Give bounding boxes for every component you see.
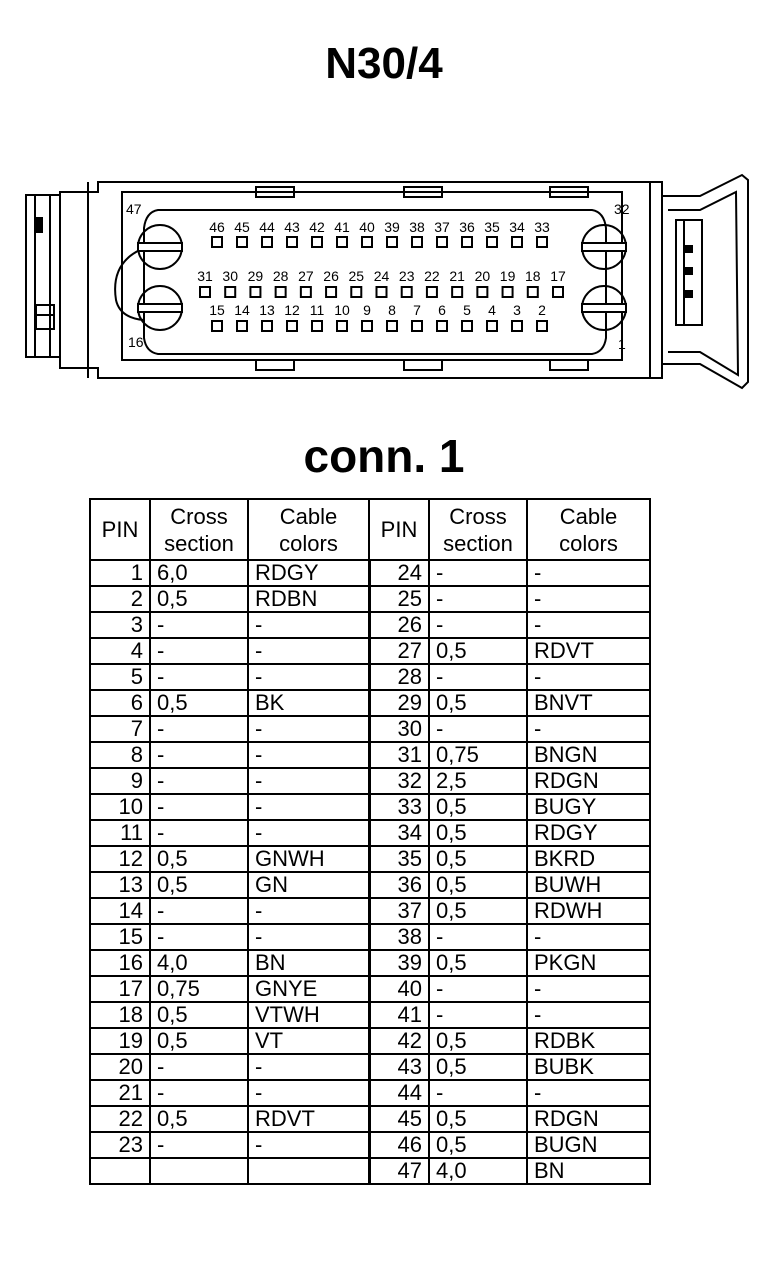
pin-socket: [312, 237, 322, 247]
table-cell: -: [150, 924, 248, 950]
table-cell: -: [527, 612, 650, 638]
table-cell: [90, 1158, 150, 1184]
table-cell: 43: [369, 1054, 429, 1080]
table-cell: 0,5: [429, 1054, 527, 1080]
table-cell: 1: [90, 560, 150, 586]
pin-number-label: 17: [550, 268, 566, 284]
pin-number-label: 12: [284, 302, 300, 318]
table-cell: RDGN: [527, 768, 650, 794]
pin-number-label: 46: [209, 219, 225, 235]
table-cell: VT: [248, 1028, 369, 1054]
pin-socket: [262, 321, 272, 331]
table-cell: 0,75: [429, 742, 527, 768]
table-cell: -: [527, 1002, 650, 1028]
table-cell: 0,5: [429, 872, 527, 898]
table-cell: -: [150, 1054, 248, 1080]
pin-socket: [462, 237, 472, 247]
table-cell: 32: [369, 768, 429, 794]
table-row: [90, 1158, 650, 1184]
table-cell: 31: [369, 742, 429, 768]
table-cell: 0,5: [150, 1002, 248, 1028]
pin-socket: [262, 237, 272, 247]
pin-socket: [537, 321, 547, 331]
table-header-row: [90, 499, 650, 560]
table-cell: -: [429, 586, 527, 612]
pin-socket: [487, 321, 497, 331]
pin-socket: [452, 287, 462, 297]
table-cell: RDVT: [248, 1106, 369, 1132]
table-cell: 0,5: [150, 690, 248, 716]
table-cell: 9: [90, 768, 150, 794]
pin-socket: [487, 237, 497, 247]
table-row: [90, 1132, 650, 1158]
table-row: [90, 872, 650, 898]
page-title: N30/4: [325, 39, 443, 88]
table-cell: RDBK: [527, 1028, 650, 1054]
table-cell: 0,75: [150, 976, 248, 1002]
table-cell: 35: [369, 846, 429, 872]
pin-number-label: 38: [409, 219, 425, 235]
pin-number-label: 2: [538, 302, 546, 318]
table-cell: 26: [369, 612, 429, 638]
table-cell: 0,5: [429, 950, 527, 976]
table-cell: 0,5: [150, 1106, 248, 1132]
table-cell: 6: [90, 690, 150, 716]
table-cell: 29: [369, 690, 429, 716]
table-cell: 17: [90, 976, 150, 1002]
pin-number-label: 37: [434, 219, 450, 235]
pin-socket: [377, 287, 387, 297]
table-row: [90, 690, 650, 716]
table-cell: -: [527, 976, 650, 1002]
pin-socket: [437, 237, 447, 247]
table-cell: PKGN: [527, 950, 650, 976]
pin-number-label: 42: [309, 219, 325, 235]
table-cell: 24: [369, 560, 429, 586]
pin-socket: [237, 321, 247, 331]
pin-number-label: 25: [348, 268, 365, 284]
column-header: Cable colors: [527, 499, 650, 560]
table-row: [90, 794, 650, 820]
table-cell: 34: [369, 820, 429, 846]
table-row: [90, 1080, 650, 1106]
pin-socket: [462, 321, 472, 331]
table-cell: 0,5: [429, 1106, 527, 1132]
table-cell: BUBK: [527, 1054, 650, 1080]
table-cell: -: [150, 742, 248, 768]
table-cell: -: [248, 1054, 369, 1080]
table-cell: 13: [90, 872, 150, 898]
table-cell: [248, 1158, 369, 1184]
table-cell: 0,5: [429, 846, 527, 872]
pin-number-label: 27: [298, 268, 314, 284]
pin-socket: [351, 287, 361, 297]
pin-number-label: 39: [384, 219, 400, 235]
table-cell: -: [150, 612, 248, 638]
table-cell: 5: [90, 664, 150, 690]
pin-number-label: 15: [209, 302, 225, 318]
table-cell: -: [429, 716, 527, 742]
table-row: [90, 742, 650, 768]
table-cell: -: [248, 924, 369, 950]
table-cell: -: [150, 820, 248, 846]
table-row: [90, 976, 650, 1002]
table-cell: BUGY: [527, 794, 650, 820]
pin-socket: [387, 237, 397, 247]
column-header: Cross section: [150, 499, 248, 560]
table-cell: -: [248, 664, 369, 690]
table-cell: GNWH: [248, 846, 369, 872]
column-header: PIN: [369, 499, 429, 560]
table-cell: 38: [369, 924, 429, 950]
table-cell: BN: [527, 1158, 650, 1184]
pin-number-label: 19: [499, 268, 516, 284]
pin-number-label: 33: [534, 219, 550, 235]
table-cell: -: [248, 1080, 369, 1106]
table-cell: 40: [369, 976, 429, 1002]
table-cell: 10: [90, 794, 150, 820]
table-cell: 14: [90, 898, 150, 924]
connector-diagram: [0, 170, 768, 395]
pin-socket: [477, 287, 487, 297]
table-cell: RDBN: [248, 586, 369, 612]
pin-number-label: 45: [234, 219, 250, 235]
pin-number-label: 3: [513, 302, 521, 318]
pin-socket: [553, 287, 563, 297]
pin-socket: [503, 287, 513, 297]
table-row: [90, 586, 650, 612]
table-cell: -: [248, 898, 369, 924]
pin-socket: [412, 237, 422, 247]
table-row: [90, 768, 650, 794]
pin-number-label: 11: [309, 302, 325, 318]
pin-socket: [287, 321, 297, 331]
table-cell: 0,5: [150, 872, 248, 898]
table-cell: -: [150, 768, 248, 794]
pin-socket: [362, 321, 372, 331]
pin-socket: [212, 321, 222, 331]
table-cell: -: [248, 716, 369, 742]
pin-socket: [237, 237, 247, 247]
pin-socket: [402, 287, 412, 297]
pin-number-label: 9: [363, 302, 371, 318]
pin-number-label: 13: [259, 302, 275, 318]
pin-number-label: 28: [272, 268, 289, 284]
table-cell: 0,5: [150, 586, 248, 612]
table-cell: 39: [369, 950, 429, 976]
pin-number-label: 5: [463, 302, 471, 318]
table-cell: 22: [90, 1106, 150, 1132]
table-cell: 19: [90, 1028, 150, 1054]
pin-number-label: 7: [413, 302, 421, 318]
table-cell: -: [150, 1132, 248, 1158]
pin-socket: [528, 287, 538, 297]
table-cell: RDWH: [527, 898, 650, 924]
pin-number-label: 30: [222, 268, 239, 284]
pin-socket: [212, 237, 222, 247]
table-cell: 18: [90, 1002, 150, 1028]
corner-label-tr: 32: [614, 201, 630, 217]
table-cell: 3: [90, 612, 150, 638]
pin-number-label: 24: [373, 268, 390, 284]
table-cell: -: [248, 794, 369, 820]
table-cell: GN: [248, 872, 369, 898]
table-row: [90, 638, 650, 664]
table-row: [90, 612, 650, 638]
table-cell: -: [527, 664, 650, 690]
table-cell: 23: [90, 1132, 150, 1158]
pin-socket: [512, 237, 522, 247]
table-cell: 0,5: [429, 1132, 527, 1158]
pin-socket: [287, 237, 297, 247]
table-cell: RDGN: [527, 1106, 650, 1132]
column-header: PIN: [90, 499, 150, 560]
pin-number-label: 41: [334, 219, 350, 235]
connector-title: conn. 1: [303, 430, 465, 482]
table-cell: 0,5: [429, 1028, 527, 1054]
pin-number-label: 20: [474, 268, 491, 284]
table-cell: -: [527, 586, 650, 612]
pin-socket: [387, 321, 397, 331]
table-cell: -: [429, 560, 527, 586]
table-cell: 0,5: [150, 1028, 248, 1054]
table-cell: 0,5: [150, 846, 248, 872]
table-cell: 0,5: [429, 690, 527, 716]
table-cell: 33: [369, 794, 429, 820]
pin-socket: [250, 287, 260, 297]
pin-socket: [437, 321, 447, 331]
table-cell: -: [150, 664, 248, 690]
table-row: [90, 716, 650, 742]
table-row: [90, 664, 650, 690]
pin-socket: [537, 237, 547, 247]
table-cell: BNVT: [527, 690, 650, 716]
pin-number-label: 35: [484, 219, 500, 235]
table-cell: -: [429, 976, 527, 1002]
pin-number-label: 22: [424, 268, 440, 284]
pin-number-label: 10: [334, 302, 350, 318]
table-cell: 15: [90, 924, 150, 950]
table-cell: 0,5: [429, 820, 527, 846]
table-cell: 45: [369, 1106, 429, 1132]
table-cell: 0,5: [429, 898, 527, 924]
table-cell: BUGN: [527, 1132, 650, 1158]
pin-number-label: 31: [197, 268, 213, 284]
table-cell: -: [527, 1080, 650, 1106]
table-cell: 42: [369, 1028, 429, 1054]
table-cell: 0,5: [429, 794, 527, 820]
table-cell: -: [150, 638, 248, 664]
table-cell: GNYE: [248, 976, 369, 1002]
pin-socket: [412, 321, 422, 331]
pin-number-label: 23: [398, 268, 415, 284]
table-cell: -: [429, 664, 527, 690]
column-header: Cable colors: [248, 499, 369, 560]
table-cell: 28: [369, 664, 429, 690]
table-cell: -: [248, 820, 369, 846]
pin-socket: [337, 321, 347, 331]
pin-number-label: 34: [509, 219, 525, 235]
table-cell: -: [429, 612, 527, 638]
pin-socket: [225, 287, 235, 297]
pin-number-label: 44: [259, 219, 275, 235]
table-cell: 21: [90, 1080, 150, 1106]
table-cell: 2: [90, 586, 150, 612]
pin-socket: [427, 287, 437, 297]
table-cell: -: [527, 924, 650, 950]
pin-socket: [362, 237, 372, 247]
pin-number-label: 36: [459, 219, 475, 235]
table-cell: 44: [369, 1080, 429, 1106]
table-cell: 20: [90, 1054, 150, 1080]
table-cell: RDVT: [527, 638, 650, 664]
table-cell: 37: [369, 898, 429, 924]
table-cell: 6,0: [150, 560, 248, 586]
table-cell: VTWH: [248, 1002, 369, 1028]
table-cell: 36: [369, 872, 429, 898]
table-cell: BN: [248, 950, 369, 976]
table-cell: 4,0: [150, 950, 248, 976]
table-row: [90, 846, 650, 872]
table-cell: -: [429, 1002, 527, 1028]
pin-socket: [326, 287, 336, 297]
table-cell: BUWH: [527, 872, 650, 898]
pin-number-label: 8: [388, 302, 396, 318]
table-cell: -: [429, 924, 527, 950]
pin-number-label: 26: [323, 268, 339, 284]
pin-number-label: 18: [524, 268, 541, 284]
pin-number-label: 21: [449, 268, 465, 284]
table-row: [90, 560, 650, 586]
table-cell: -: [248, 612, 369, 638]
table-cell: 0,5: [429, 638, 527, 664]
table-cell: 25: [369, 586, 429, 612]
table-cell: 30: [369, 716, 429, 742]
corner-label-br: 1: [618, 336, 626, 352]
table-row: [90, 1002, 650, 1028]
table-cell: -: [150, 794, 248, 820]
table-row: [90, 1054, 650, 1080]
table-cell: 4,0: [429, 1158, 527, 1184]
table-cell: -: [248, 768, 369, 794]
table-row: [90, 898, 650, 924]
table-cell: -: [248, 1132, 369, 1158]
pin-socket: [301, 287, 311, 297]
table-row: [90, 924, 650, 950]
table-cell: BKRD: [527, 846, 650, 872]
table-cell: 12: [90, 846, 150, 872]
table-cell: RDGY: [527, 820, 650, 846]
table-row: [90, 820, 650, 846]
table-cell: -: [527, 560, 650, 586]
table-cell: BNGN: [527, 742, 650, 768]
table-cell: -: [429, 1080, 527, 1106]
corner-label-tl: 47: [126, 201, 142, 217]
table-cell: -: [150, 1080, 248, 1106]
table-cell: 11: [90, 820, 150, 846]
table-cell: -: [150, 898, 248, 924]
pin-socket: [512, 321, 522, 331]
pin-number-label: 43: [284, 219, 300, 235]
table-cell: BK: [248, 690, 369, 716]
table-cell: 2,5: [429, 768, 527, 794]
table-cell: 16: [90, 950, 150, 976]
pin-socket: [200, 287, 210, 297]
table-cell: -: [527, 716, 650, 742]
table-cell: -: [150, 716, 248, 742]
table-cell: 4: [90, 638, 150, 664]
table-cell: 27: [369, 638, 429, 664]
pin-number-label: 4: [488, 302, 496, 318]
table-row: [90, 950, 650, 976]
pin-number-label: 40: [359, 219, 375, 235]
pin-socket: [276, 287, 286, 297]
pin-socket: [312, 321, 322, 331]
table-cell: -: [248, 638, 369, 664]
column-header: Cross section: [429, 499, 527, 560]
table-row: [90, 1106, 650, 1132]
table-cell: -: [248, 742, 369, 768]
table-cell: [150, 1158, 248, 1184]
table-cell: 41: [369, 1002, 429, 1028]
corner-label-bl: 16: [128, 334, 144, 350]
pin-number-label: 29: [247, 268, 264, 284]
pin-table: [89, 498, 651, 1185]
table-cell: 46: [369, 1132, 429, 1158]
pin-socket: [337, 237, 347, 247]
pin-number-label: 14: [234, 302, 250, 318]
table-cell: 8: [90, 742, 150, 768]
table-row: [90, 1028, 650, 1054]
table-cell: RDGY: [248, 560, 369, 586]
table-cell: 47: [369, 1158, 429, 1184]
table-cell: 7: [90, 716, 150, 742]
pin-number-label: 6: [438, 302, 446, 318]
